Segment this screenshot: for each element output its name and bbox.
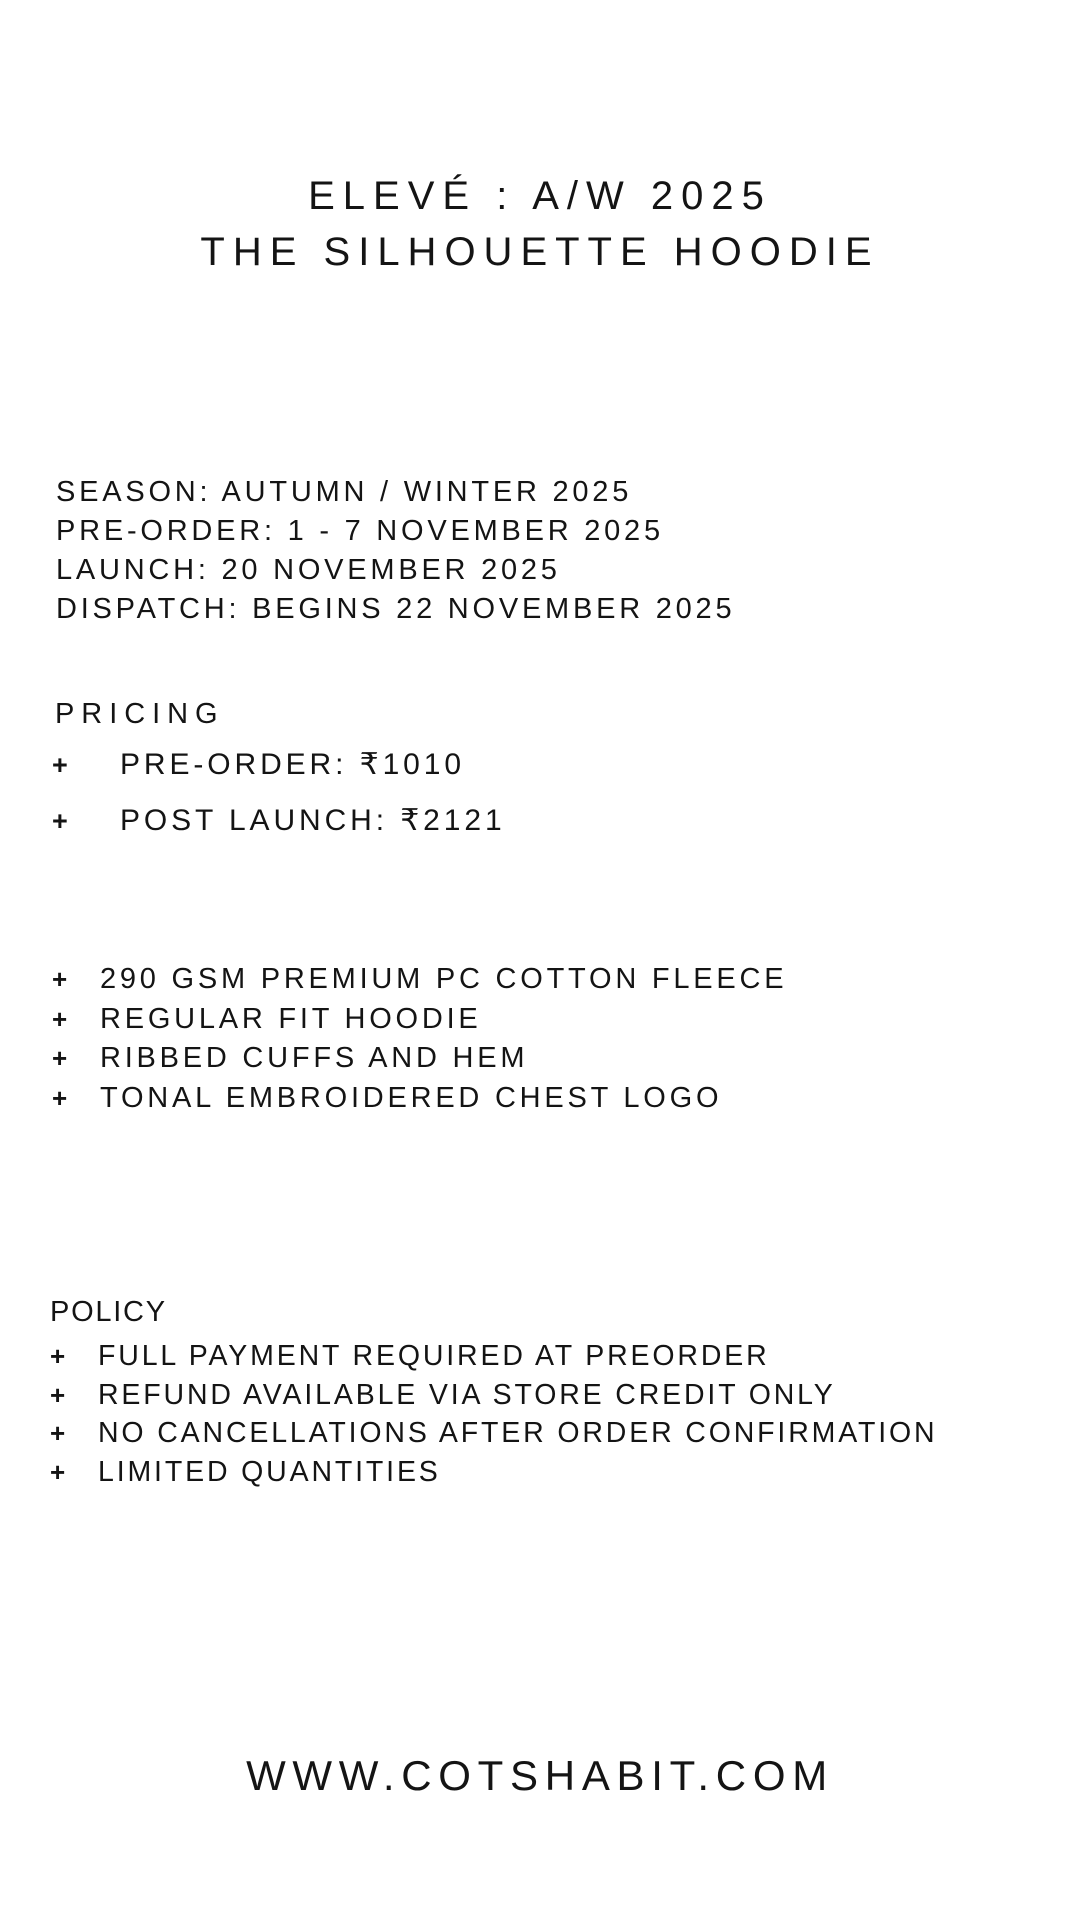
plus-bullet-icon: + bbox=[52, 750, 68, 780]
feature-item-label: TONAL EMBROIDERED CHEST LOGO bbox=[100, 1081, 723, 1114]
pricing-section-heading: PRICING bbox=[55, 698, 225, 730]
title-line-collection: ELEVÉ : A/W 2025 bbox=[308, 174, 772, 218]
plus-bullet-icon: + bbox=[50, 1341, 66, 1371]
plus-bullet-icon: + bbox=[52, 964, 68, 994]
policy-item bbox=[50, 1337, 1010, 1376]
feature-item bbox=[52, 1000, 787, 1040]
feature-item bbox=[52, 1079, 787, 1119]
policy-item-label: NO CANCELLATIONS AFTER ORDER CONFIRMATION bbox=[98, 1417, 938, 1449]
pricing-item bbox=[52, 737, 506, 793]
policy-item bbox=[50, 1453, 1010, 1492]
schedule-line-launch: LAUNCH: 20 NOVEMBER 2025 bbox=[56, 554, 561, 586]
plus-bullet-icon: + bbox=[52, 1003, 68, 1034]
features-list bbox=[52, 960, 787, 1118]
pricing-item-label: PRE-ORDER: ₹1010 bbox=[120, 748, 465, 781]
schedule-line-preorder: PRE-ORDER: 1 - 7 NOVEMBER 2025 bbox=[56, 515, 664, 547]
pricing-item-label: POST LAUNCH: ₹2121 bbox=[120, 804, 506, 837]
policy-item-label: LIMITED QUANTITIES bbox=[98, 1455, 441, 1488]
feature-item-label: RIBBED CUFFS AND HEM bbox=[100, 1042, 529, 1074]
schedule-block bbox=[56, 473, 735, 629]
policy-item-label: REFUND AVAILABLE VIA STORE CREDIT ONLY bbox=[98, 1378, 836, 1411]
policy-item bbox=[50, 1414, 1010, 1453]
feature-item-label: REGULAR FIT HOODIE bbox=[100, 1002, 482, 1035]
policy-list bbox=[50, 1337, 1010, 1491]
plus-bullet-icon: + bbox=[52, 1043, 68, 1073]
plus-bullet-icon: + bbox=[50, 1418, 66, 1448]
title-line-product: THE SILHOUETTE HOODIE bbox=[200, 230, 880, 274]
website-url: WWW.COTSHABIT.COM bbox=[246, 1752, 834, 1799]
pricing-list bbox=[52, 737, 506, 849]
schedule-line-dispatch: DISPATCH: BEGINS 22 NOVEMBER 2025 bbox=[56, 593, 736, 625]
plus-bullet-icon: + bbox=[52, 1082, 68, 1113]
pricing-item bbox=[52, 793, 506, 849]
policy-section-heading: POLICY bbox=[50, 1296, 167, 1328]
plus-bullet-icon: + bbox=[52, 806, 68, 836]
policy-item bbox=[50, 1376, 1010, 1415]
policy-item-label: FULL PAYMENT REQUIRED AT PREORDER bbox=[98, 1340, 770, 1372]
plus-bullet-icon: + bbox=[50, 1456, 66, 1487]
feature-item bbox=[52, 1039, 787, 1079]
plus-bullet-icon: + bbox=[50, 1379, 66, 1410]
feature-item bbox=[52, 960, 787, 1000]
page-title bbox=[0, 168, 1080, 280]
schedule-line-season: SEASON: AUTUMN / WINTER 2025 bbox=[56, 476, 633, 508]
feature-item-label: 290 GSM PREMIUM PC COTTON FLEECE bbox=[100, 963, 788, 995]
